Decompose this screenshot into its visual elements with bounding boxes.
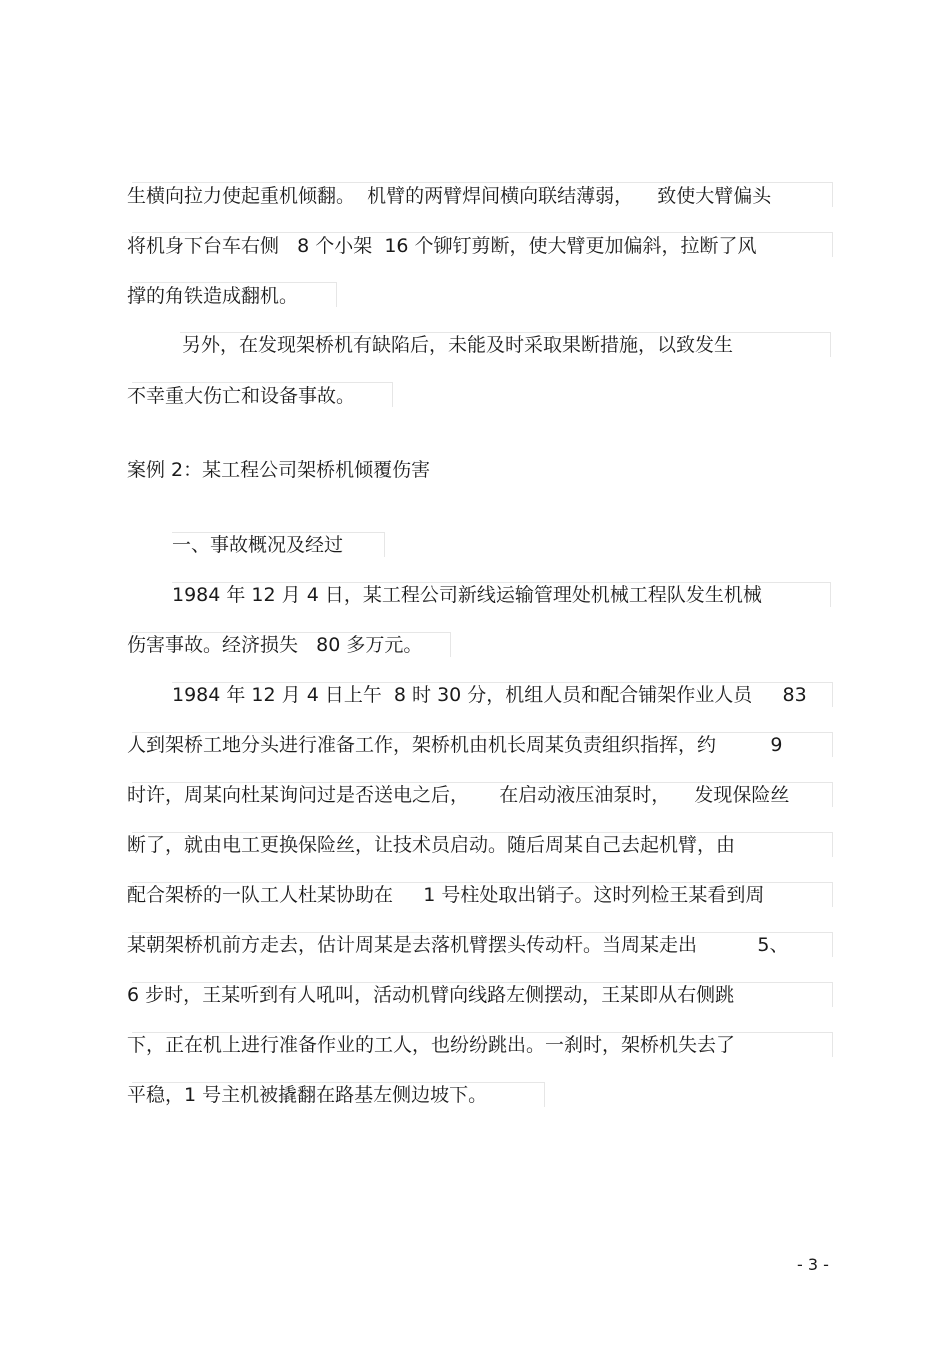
text-line: 下，正在机上进行准备作业的工人，也纷纷跳出。一刹时，架桥机失去了: [127, 1034, 736, 1056]
text-line: 生横向拉力使起重机倾翻。 机臂的两臂焊间横向联结薄弱， 致使大臂偏头: [127, 185, 772, 207]
case-heading: 案例 2：某工程公司架桥机倾覆伤害: [127, 459, 431, 481]
text-line: 某朝架桥机前方走去，估计周某是去落机臂摆头传动杆。当周某走出 5、: [127, 934, 789, 956]
text-line: 时许，周某向杜某询问过是否送电之后， 在启动液压油泵时， 发现保险丝: [127, 784, 790, 806]
text-line: 配合架桥的一队工人杜某协助在 1 号柱处取出销子。这时列检王某看到周: [127, 884, 765, 906]
text-line: 1984 年 12 月 4 日，某工程公司新线运输管理处机械工程队发生机械: [172, 584, 762, 606]
text-line: 人到架桥工地分头进行准备工作，架桥机由机长周某负责组织指挥，约 9: [127, 734, 783, 756]
text-line: 断了，就由电工更换保险丝，让技术员启动。随后周某自己去起机臂，由: [127, 834, 736, 856]
page-number: - 3 -: [797, 1255, 829, 1274]
text-line: 将机身下台车右侧 8 个小架 16 个铆钉剪断，使大臂更加偏斜，拉断了风: [127, 235, 757, 257]
text-line: 另外，在发现架桥机有缺陷后，未能及时采取果断措施，以致发生: [182, 334, 734, 356]
text-line: 6 步时，王某听到有人吼叫，活动机臂向线路左侧摆动，王某即从右侧跳: [127, 984, 735, 1006]
text-line: 撑的角铁造成翻机。: [127, 285, 299, 307]
text-line: 不幸重大伤亡和设备事故。: [127, 385, 356, 407]
text-line: 伤害事故。经济损失 80 多万元。: [127, 634, 423, 656]
text-line: 平稳，1 号主机被撬翻在路基左侧边坡下。: [127, 1084, 488, 1106]
section-heading: 一、事故概况及经过: [172, 534, 344, 556]
text-line: 1984 年 12 月 4 日上午 8 时 30 分，机组人员和配合铺架作业人员 83: [172, 684, 807, 706]
